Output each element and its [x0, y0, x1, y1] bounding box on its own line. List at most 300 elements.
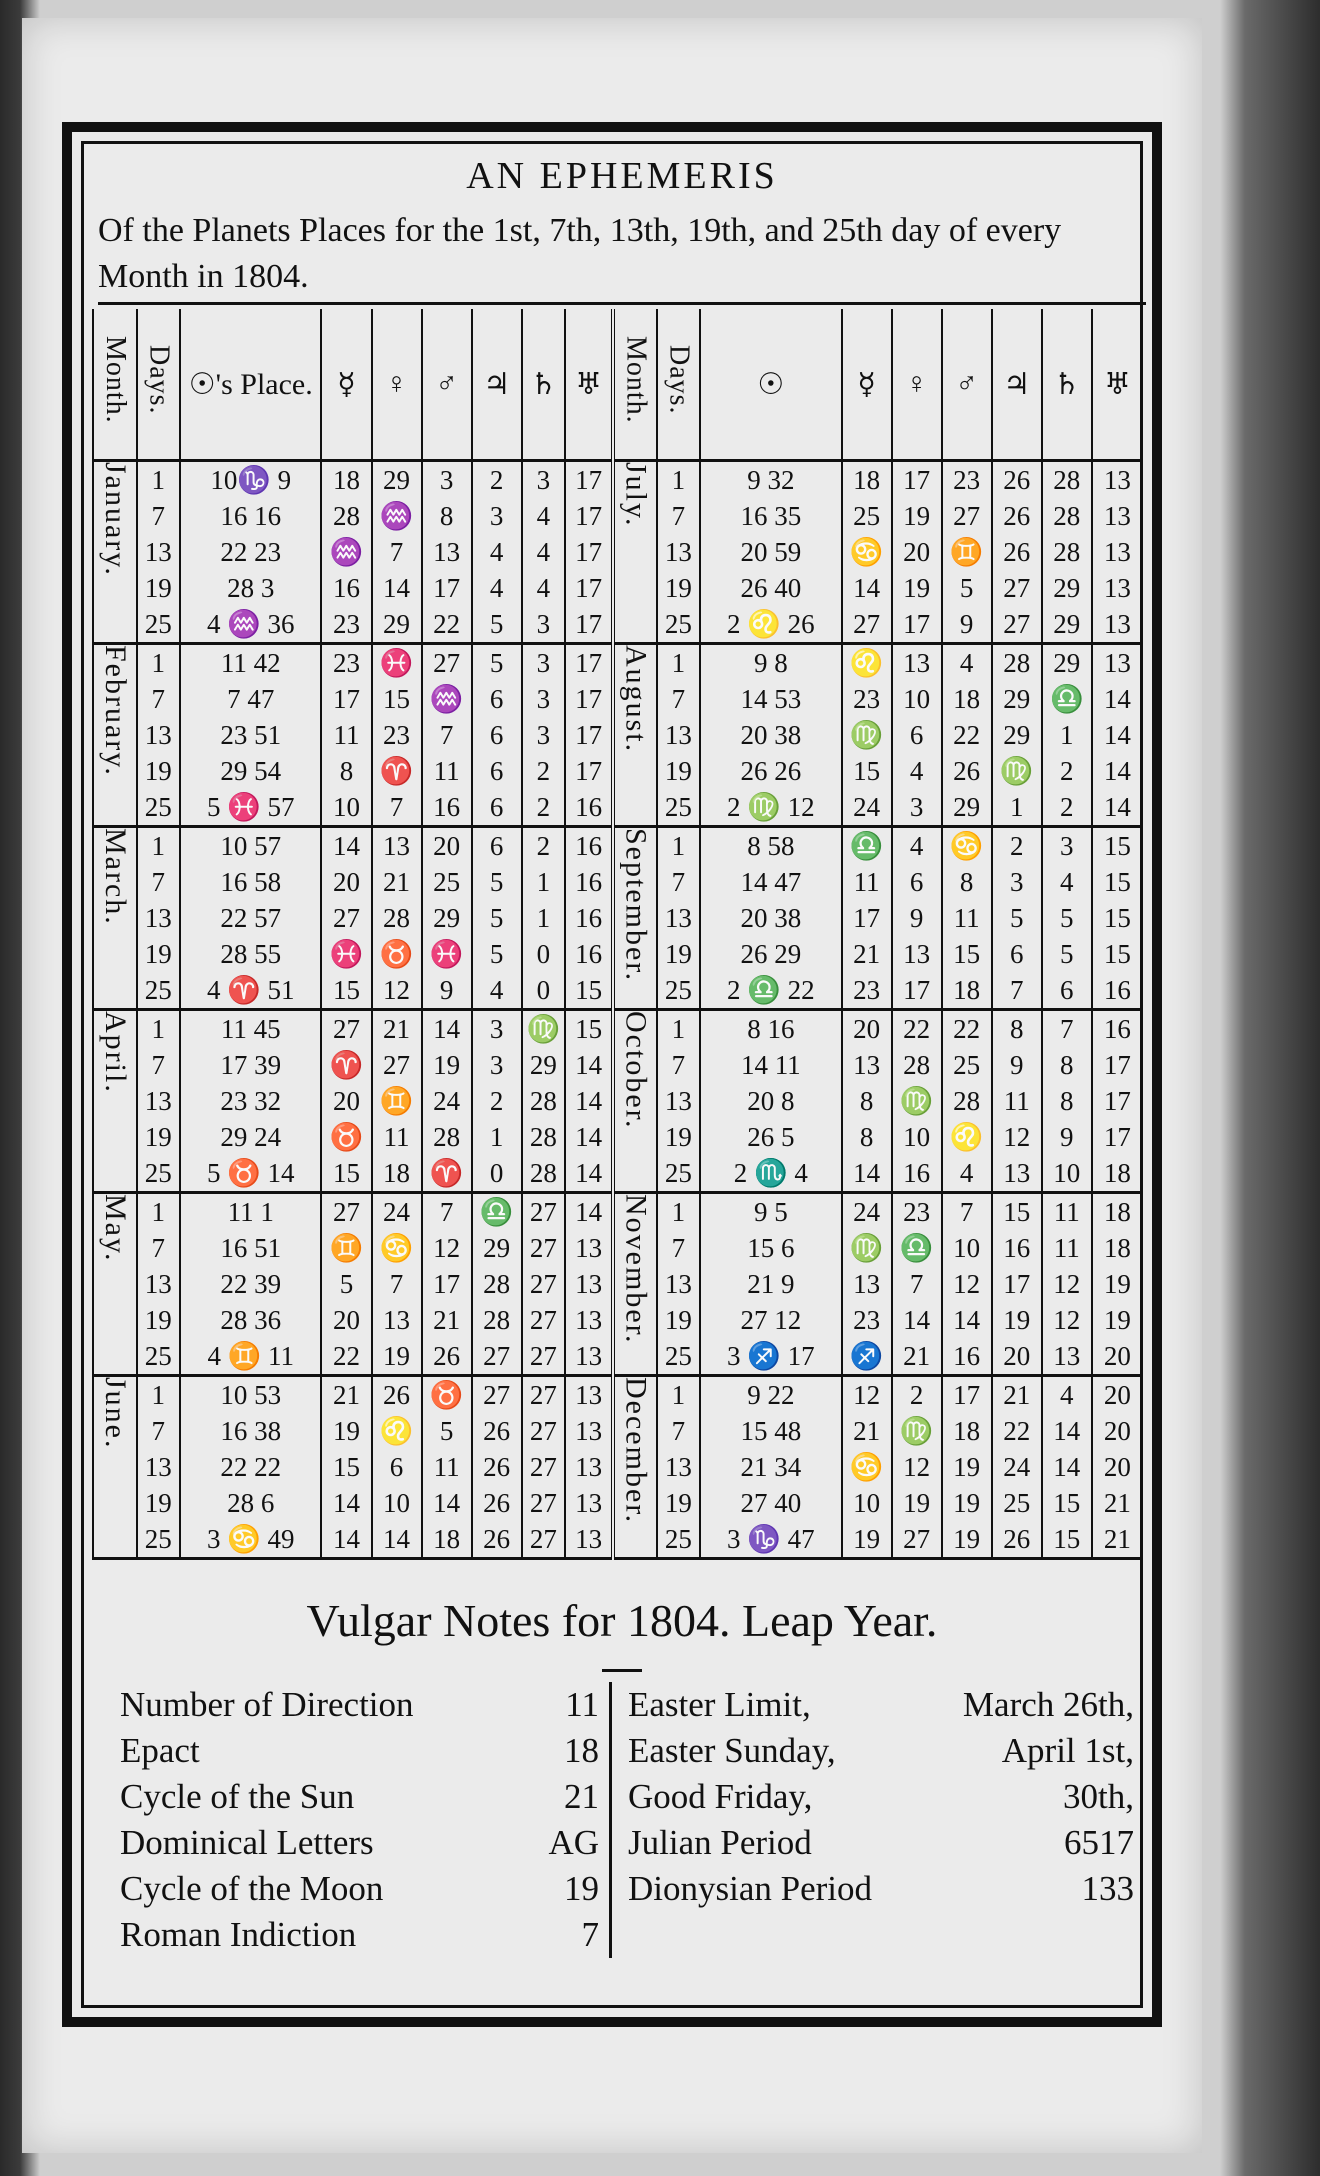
month-name: September.	[619, 828, 653, 983]
value: 17	[1103, 1122, 1131, 1152]
value: 13	[383, 1305, 411, 1335]
value: 13	[853, 1269, 881, 1299]
value: 9	[1009, 1050, 1024, 1080]
table-cell-c6	[1092, 461, 1142, 644]
value: 28	[1053, 537, 1081, 567]
value: 7	[1060, 1014, 1074, 1044]
value: 9	[959, 609, 974, 639]
table-cell-c2	[372, 461, 422, 644]
value: ♋	[379, 1233, 414, 1263]
value: 3	[536, 648, 551, 678]
value: 10	[333, 792, 360, 822]
value: 7	[151, 1416, 166, 1446]
table-cell-c3	[942, 461, 992, 644]
table-cell-c1	[321, 461, 371, 644]
value: 20 59	[740, 537, 802, 567]
header-sun-place-left: ☉'s Place.	[180, 309, 321, 461]
value: 27	[529, 1452, 557, 1482]
value: 19	[664, 1122, 692, 1152]
value: 7 47	[227, 684, 275, 714]
value: 24	[383, 1197, 411, 1227]
table-cell-c5	[1042, 1010, 1092, 1193]
value: 29	[1003, 720, 1031, 750]
value: 21	[903, 1341, 931, 1371]
table-cell-c6	[1092, 827, 1142, 1010]
value: 20 8	[747, 1086, 795, 1116]
value: 14	[433, 1488, 461, 1518]
month-block-row	[93, 1010, 1142, 1193]
value: 8	[1060, 1050, 1074, 1080]
table-cell-sun	[700, 644, 841, 827]
value: 22 23	[220, 537, 282, 567]
value: 27	[529, 1269, 557, 1299]
value: 4	[959, 1158, 974, 1188]
value: 9	[439, 975, 454, 1005]
value: 6	[489, 792, 504, 822]
table-cell-c4	[472, 1376, 522, 1559]
table-cell-c4	[992, 1376, 1042, 1559]
note-value: 11	[565, 1685, 599, 1724]
vulgar-notes-dash	[602, 1669, 642, 1672]
value: 1	[671, 465, 686, 495]
value: 29	[953, 792, 981, 822]
table-cell-c4	[472, 827, 522, 1010]
value: 10	[903, 684, 931, 714]
value: 13	[144, 903, 172, 933]
value: 25	[144, 1524, 172, 1554]
value: 15	[1053, 1488, 1081, 1518]
value: 21	[383, 1014, 411, 1044]
table-cell-c2	[892, 461, 942, 644]
vulgar-notes	[92, 1682, 1152, 1958]
value: 4	[536, 573, 551, 603]
value: 5	[489, 903, 504, 933]
value: 20	[433, 831, 461, 861]
table-cell-c5	[522, 1010, 566, 1193]
value: 27	[333, 1197, 360, 1227]
month-cell	[93, 1376, 137, 1559]
value: 21	[333, 1380, 360, 1410]
note-row	[628, 1728, 1152, 1774]
month-cell	[613, 1010, 657, 1193]
table-cell-c3	[422, 1010, 472, 1193]
value: 22	[433, 609, 461, 639]
value: 17	[1003, 1269, 1031, 1299]
value: 29	[1003, 684, 1031, 714]
table-cell-c1	[321, 1010, 371, 1193]
header-mercury-right: ☿	[842, 309, 892, 461]
value: 23 32	[220, 1086, 282, 1116]
table-cell-days	[137, 461, 181, 644]
value: 23	[953, 465, 981, 495]
value: 22 57	[220, 903, 282, 933]
table-cell-c3	[942, 827, 992, 1010]
value: 8 58	[747, 831, 795, 861]
month-name: February.	[98, 645, 132, 777]
table-cell-c5	[1042, 1376, 1092, 1559]
note-label: Julian Period	[628, 1823, 812, 1862]
value: 7	[959, 1197, 974, 1227]
value: 17	[575, 648, 603, 678]
value: 11 1	[227, 1197, 274, 1227]
table-cell-c6	[565, 827, 613, 1010]
table-cell-c5	[1042, 461, 1092, 644]
value: 9	[909, 903, 924, 933]
value: 3	[536, 465, 551, 495]
value: ♒	[429, 684, 464, 714]
value: 21	[1103, 1524, 1131, 1554]
value: 10♑ 9	[210, 465, 292, 495]
value: 17	[575, 720, 603, 750]
table-cell-c2	[892, 1010, 942, 1193]
value: 29	[433, 903, 461, 933]
value: 16	[333, 573, 360, 603]
month-block-row	[93, 461, 1142, 644]
value: 19	[664, 1488, 692, 1518]
table-cell-c3	[942, 1193, 992, 1376]
value: 23	[383, 720, 411, 750]
value: 17	[575, 684, 603, 714]
value: 19	[953, 1452, 981, 1482]
value: 3	[909, 792, 924, 822]
value: 19	[903, 501, 931, 531]
value: 2	[489, 1086, 504, 1116]
value: 15	[333, 1158, 360, 1188]
note-label: Dionysian Period	[628, 1869, 873, 1908]
table-cell-c3	[942, 644, 992, 827]
value: 11	[853, 867, 880, 897]
value: 1	[489, 1122, 504, 1152]
value: 14	[1103, 720, 1131, 750]
value: 26	[483, 1524, 511, 1554]
table-cell-c4	[992, 1193, 1042, 1376]
value: 28	[529, 1122, 557, 1152]
value: ♓	[329, 939, 364, 969]
value: ♍	[849, 1233, 884, 1263]
value: 28 3	[227, 573, 275, 603]
table-cell-c5	[522, 644, 566, 827]
value: 12	[433, 1233, 461, 1263]
value: 11	[1053, 1197, 1080, 1227]
value: 13	[575, 1269, 603, 1299]
value: 0	[536, 975, 551, 1005]
value: 25	[664, 792, 692, 822]
value: 0	[536, 939, 551, 969]
value: ♎	[849, 831, 884, 861]
value: 7	[671, 501, 686, 531]
value: 2	[909, 1380, 924, 1410]
value: 4 ♊ 11	[207, 1341, 295, 1371]
value: 1	[151, 831, 166, 861]
value: 22	[903, 1014, 931, 1044]
value: ♋	[849, 537, 884, 567]
value: 11	[383, 1122, 410, 1152]
value: 13	[383, 831, 411, 861]
value: 13	[1103, 501, 1131, 531]
value: 19	[903, 1488, 931, 1518]
value: 28 36	[220, 1305, 282, 1335]
month-name: April.	[98, 1011, 132, 1094]
value: 17	[1103, 1050, 1131, 1080]
value: 9	[1060, 1122, 1074, 1152]
value: 6	[1009, 939, 1024, 969]
value: 6	[489, 684, 504, 714]
value: 18	[1103, 1197, 1131, 1227]
header-days-right: Days.	[657, 309, 701, 461]
value: 2 ♎ 22	[727, 975, 815, 1005]
header-sun-right: ☉	[700, 309, 841, 461]
value: 19	[664, 939, 692, 969]
value: 21	[383, 867, 411, 897]
value: ♓	[379, 648, 414, 678]
value: 15	[1103, 867, 1131, 897]
value: 15	[333, 975, 360, 1005]
value: 10 53	[220, 1380, 282, 1410]
note-value: 19	[564, 1869, 599, 1908]
table-cell-c6	[1092, 1010, 1142, 1193]
value: 1	[671, 831, 686, 861]
value: 26 40	[740, 573, 802, 603]
value: 1	[1060, 720, 1074, 750]
value: 20	[333, 1086, 360, 1116]
value: 24	[853, 792, 881, 822]
value: ♊	[329, 1233, 364, 1263]
table-cell-sun	[180, 1010, 321, 1193]
value: 3	[536, 609, 551, 639]
value: 17	[333, 684, 360, 714]
value: 19	[144, 1305, 172, 1335]
value: 25	[664, 1524, 692, 1554]
table-cell-c6	[1092, 1376, 1142, 1559]
value: 4	[909, 756, 924, 786]
value: 8	[439, 501, 454, 531]
notes-left	[92, 1682, 612, 1958]
subtitle-text: Of the Planets Places for the 1st, 7th, 13th, 19th, and 25th day of every Month in 1804.	[98, 212, 1062, 295]
table-cell-c2	[372, 1193, 422, 1376]
note-value: 30th,	[1063, 1777, 1134, 1816]
value: 2	[1060, 756, 1074, 786]
value: 18	[383, 1158, 411, 1188]
month-name: January.	[98, 462, 132, 577]
table-cell-days	[657, 1010, 701, 1193]
value: 19	[144, 1488, 172, 1518]
value: 11	[433, 1452, 460, 1482]
value: 23	[853, 1305, 881, 1335]
value: 21 9	[747, 1269, 795, 1299]
table-cell-c2	[372, 1376, 422, 1559]
value: 19	[1103, 1269, 1131, 1299]
value: 2	[536, 756, 551, 786]
vulgar-notes-title: Vulgar Notes for 1804. Leap Year.	[306, 1595, 938, 1646]
value: 27	[903, 1524, 931, 1554]
value: 1	[671, 1014, 686, 1044]
value: 27	[953, 501, 981, 531]
value: 4 ♈ 51	[206, 975, 295, 1005]
value: 28	[903, 1050, 931, 1080]
value: 19	[144, 1122, 172, 1152]
value: 25	[144, 609, 172, 639]
value: 7	[439, 1197, 454, 1227]
value: 4 ♒ 36	[206, 609, 295, 639]
value: 8	[339, 756, 354, 786]
value: 19	[664, 756, 692, 786]
value: 14	[575, 1086, 603, 1116]
value: ♍	[526, 1014, 561, 1044]
value: 11	[333, 720, 360, 750]
value: 22	[333, 1341, 360, 1371]
value: 10	[953, 1233, 981, 1263]
value: 16	[575, 831, 603, 861]
value: 15	[1103, 903, 1131, 933]
value: 19	[144, 573, 172, 603]
table-cell-days	[657, 1193, 701, 1376]
table-cell-c2	[892, 644, 942, 827]
table-cell-c3	[942, 1376, 992, 1559]
value: 16	[903, 1158, 931, 1188]
value: 29	[1053, 609, 1081, 639]
value: 19	[664, 1305, 692, 1335]
value: 16	[953, 1341, 981, 1371]
value: 28	[529, 1158, 557, 1188]
table-cell-c6	[565, 1376, 613, 1559]
value: 13	[144, 1086, 172, 1116]
table-cell-days	[657, 644, 701, 827]
value: ♌	[949, 1122, 984, 1152]
value: 17	[953, 1380, 981, 1410]
table-cell-days	[657, 827, 701, 1010]
value: 3 ♋ 49	[206, 1524, 295, 1554]
value: 28 6	[227, 1488, 275, 1518]
value: ♍	[899, 1086, 934, 1116]
value: 17	[903, 609, 931, 639]
table-cell-c3	[942, 1010, 992, 1193]
month-name: July.	[619, 462, 653, 528]
value: 7	[671, 1050, 686, 1080]
ephemeris-body	[93, 461, 1142, 1559]
value: 25	[144, 1341, 172, 1371]
value: 25	[664, 1158, 692, 1188]
value: 1	[536, 903, 551, 933]
subtitle-rule	[98, 302, 1146, 305]
value: 13	[144, 720, 172, 750]
value: 16	[575, 867, 603, 897]
value: 13	[903, 939, 931, 969]
value: 8	[1009, 1014, 1024, 1044]
value: ♉	[429, 1380, 464, 1410]
month-cell	[613, 827, 657, 1010]
value: ♍	[899, 1416, 934, 1446]
value: 14	[575, 1122, 603, 1152]
value: 0	[489, 1158, 504, 1188]
table-cell-sun	[180, 1376, 321, 1559]
value: 21	[853, 1416, 881, 1446]
value: 15	[1103, 939, 1131, 969]
value: 27	[529, 1233, 557, 1263]
value: ♋	[949, 831, 984, 861]
value: 17 39	[220, 1050, 282, 1080]
value: 26	[1003, 1524, 1031, 1554]
value: 9 32	[747, 465, 795, 495]
value: 15 48	[740, 1416, 802, 1446]
value: 13	[433, 537, 461, 567]
value: 2	[489, 465, 504, 495]
value: 13	[575, 1305, 603, 1335]
value: 5 ♉ 14	[206, 1158, 295, 1188]
value: 3	[439, 465, 454, 495]
month-cell	[93, 461, 137, 644]
value: 27	[333, 1014, 360, 1044]
header-uranus-left: ♅	[565, 309, 613, 461]
table-cell-days	[657, 1376, 701, 1559]
value: 18	[953, 1416, 981, 1446]
table-cell-days	[137, 827, 181, 1010]
value: 14	[333, 1488, 360, 1518]
value: ♎	[1049, 684, 1084, 714]
value: 15	[1003, 1197, 1031, 1227]
value: 7	[1009, 975, 1024, 1005]
value: 17	[903, 975, 931, 1005]
value: 25	[144, 975, 172, 1005]
value: ♍	[849, 720, 884, 750]
value: 15	[1053, 1524, 1081, 1554]
value: 13	[144, 537, 172, 567]
value: 20	[333, 867, 360, 897]
table-cell-sun	[700, 1376, 841, 1559]
value: 29	[483, 1233, 511, 1263]
header-month-right: Month.	[613, 309, 657, 461]
value: 1	[151, 1014, 166, 1044]
notes-right	[612, 1682, 1152, 1958]
value: 29	[383, 465, 411, 495]
table-cell-c4	[992, 1010, 1042, 1193]
value: 27	[1003, 609, 1031, 639]
table-cell-c1	[842, 461, 892, 644]
value: 17	[433, 573, 461, 603]
table-cell-c4	[472, 1193, 522, 1376]
note-value: 18	[564, 1731, 599, 1770]
value: 27	[853, 609, 881, 639]
value: 19	[953, 1524, 981, 1554]
value: 5	[1009, 903, 1024, 933]
value: 12	[1053, 1305, 1081, 1335]
value: 6	[489, 831, 504, 861]
value: 17	[575, 609, 603, 639]
table-cell-c1	[321, 1193, 371, 1376]
value: 1	[671, 1380, 686, 1410]
value: 16 51	[220, 1233, 282, 1263]
table-cell-c3	[422, 827, 472, 1010]
value: ♒	[379, 501, 414, 531]
value: 13	[1103, 609, 1131, 639]
value: 28	[483, 1305, 511, 1335]
value: 14	[333, 1524, 360, 1554]
value: 5	[489, 648, 504, 678]
value: 6	[909, 867, 924, 897]
header-jupiter-left: ♃	[472, 309, 522, 461]
table-cell-days	[137, 1376, 181, 1559]
value: 15	[575, 975, 603, 1005]
value: 23	[333, 609, 360, 639]
value: 19	[333, 1416, 360, 1446]
table-cell-days	[137, 1193, 181, 1376]
value: 12	[383, 975, 411, 1005]
table-cell-c5	[1042, 644, 1092, 827]
value: ♓	[429, 939, 464, 969]
note-label: Epact	[120, 1731, 200, 1770]
value: 20	[333, 1305, 360, 1335]
value: 17	[433, 1269, 461, 1299]
value: 15	[953, 939, 981, 969]
